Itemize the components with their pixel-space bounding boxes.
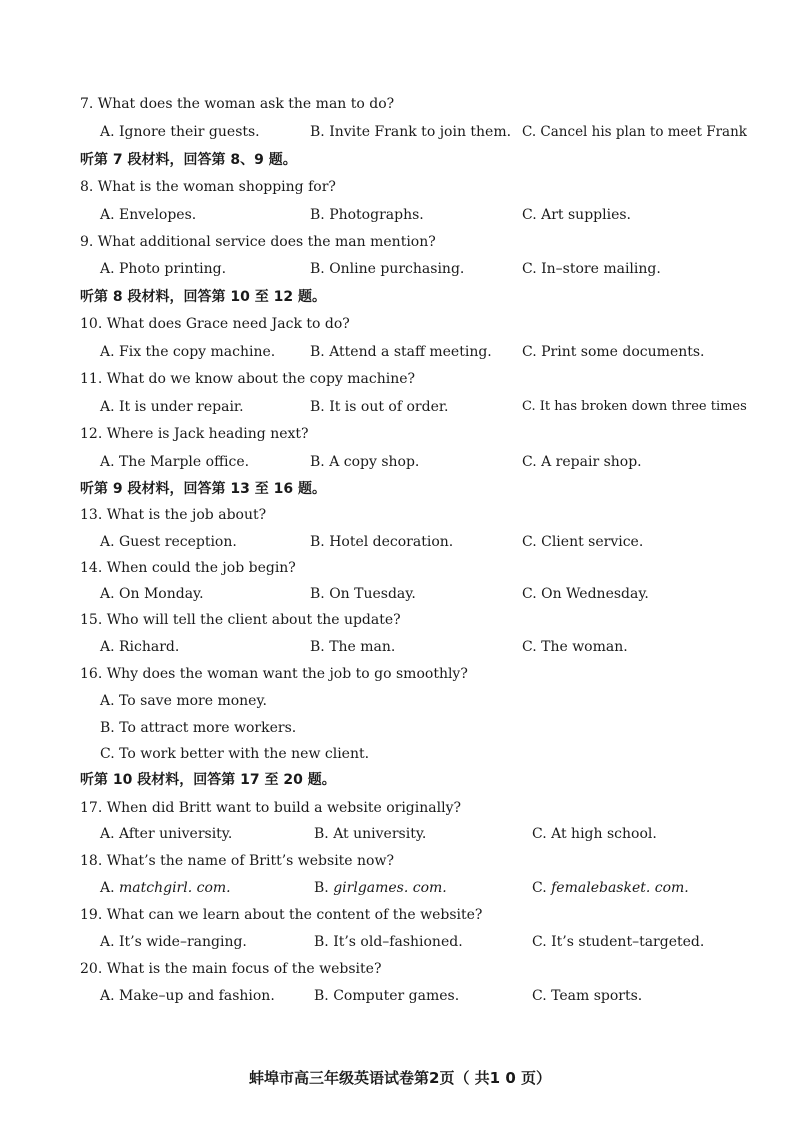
question-16-option-a	[0, 689, 800, 713]
option-c: C. femalebasket. com.	[532, 880, 689, 896]
option-a: A. To save more money.	[100, 693, 267, 709]
option-b: B. Computer games.	[314, 988, 460, 1004]
section-heading-10: 听第 10 段材料，回答第 17 至 20 题。	[80, 772, 336, 788]
question-7	[0, 92, 800, 116]
option-a: A. Make–up and fashion.	[100, 988, 275, 1004]
question-stem: 18. What’s the name of Britt’s website now?	[80, 853, 394, 869]
question-stem: 20. What is the main focus of the website?	[80, 961, 382, 977]
option-b: B. It is out of order.	[310, 399, 449, 415]
option-b: B. It’s old–fashioned.	[314, 934, 463, 950]
question-19	[0, 903, 800, 927]
question-8-options	[0, 203, 800, 227]
question-stem: 11. What do we know about the copy machine?	[80, 371, 416, 387]
option-a: A. Envelopes.	[100, 207, 197, 223]
question-18	[0, 849, 800, 873]
question-15-options	[0, 635, 800, 659]
question-stem: 14. When could the job begin?	[80, 560, 296, 576]
option-b: B. On Tuesday.	[310, 586, 416, 602]
question-stem: 12. Where is Jack heading next?	[80, 426, 309, 442]
question-18-options	[0, 876, 800, 900]
question-20-options	[0, 984, 800, 1008]
option-c: C. Client service.	[522, 534, 644, 550]
section-heading-8: 听第 8 段材料，回答第 10 至 12 题。	[80, 289, 326, 305]
question-stem: 13. What is the job about?	[80, 507, 267, 523]
question-stem: 16. Why does the woman want the job to go smoothly?	[80, 666, 468, 682]
option-b: B. The man.	[310, 639, 396, 655]
option-b: B. Photographs.	[310, 207, 424, 223]
option-c: C. A repair shop.	[522, 454, 642, 470]
question-stem: 9. What additional service does the man mention?	[80, 234, 436, 250]
question-20	[0, 957, 800, 981]
option-a: A. Fix the copy machine.	[100, 344, 276, 360]
section-heading-9: 听第 9 段材料，回答第 13 至 16 题。	[80, 481, 326, 497]
option-a: A. matchgirl. com.	[100, 880, 231, 896]
option-a: A. On Monday.	[100, 586, 204, 602]
option-a: A. It’s wide–ranging.	[100, 934, 247, 950]
page-footer: 蚌埠市高三年级英语试卷第2页（ 共1 0 页）	[249, 1069, 551, 1087]
option-c: C. At high school.	[532, 826, 657, 842]
option-c: C. It’s student–targeted.	[532, 934, 705, 950]
option-b: B. To attract more workers.	[100, 720, 297, 736]
question-10-options	[0, 340, 800, 364]
option-c: C. Print some documents.	[522, 344, 705, 360]
option-b: B. Online purchasing.	[310, 261, 465, 277]
question-11-options	[0, 395, 800, 419]
option-a: A. The Marple office.	[100, 454, 250, 470]
option-b: B. Hotel decoration.	[310, 534, 454, 550]
option-a: A. It is under repair.	[100, 399, 244, 415]
question-9-options	[0, 257, 800, 281]
option-c: C. It has broken down three times	[522, 399, 747, 414]
question-15	[0, 608, 800, 632]
option-b: B. At university.	[314, 826, 427, 842]
question-7-options	[0, 120, 800, 144]
option-a: A. Richard.	[100, 639, 180, 655]
question-stem: 19. What can we learn about the content of the website?	[80, 907, 483, 923]
question-13-options	[0, 530, 800, 554]
option-c: C. To work better with the new client.	[100, 746, 370, 762]
option-b: B. Invite Frank to join them.	[310, 124, 512, 140]
question-13	[0, 503, 800, 527]
question-14	[0, 556, 800, 580]
option-c: C. On Wednesday.	[522, 586, 649, 602]
option-b: B. A copy shop.	[310, 454, 420, 470]
question-12	[0, 422, 800, 446]
question-stem: 17. When did Britt want to build a website originally?	[80, 800, 461, 816]
question-11	[0, 367, 800, 391]
question-stem: 8. What is the woman shopping for?	[80, 179, 336, 195]
option-a: A. Photo printing.	[100, 261, 227, 277]
question-9	[0, 230, 800, 254]
question-17-options	[0, 822, 800, 846]
section-heading-7: 听第 7 段材料，回答第 8、9 题。	[80, 152, 297, 168]
option-b: B. girlgames. com.	[314, 880, 447, 896]
question-19-options	[0, 930, 800, 954]
question-stem: 7. What does the woman ask the man to do?	[80, 96, 395, 112]
question-16	[0, 662, 800, 686]
question-12-options	[0, 450, 800, 474]
question-16-option-c	[0, 742, 800, 766]
question-8	[0, 175, 800, 199]
option-b: B. Attend a staff meeting.	[310, 344, 492, 360]
option-c: C. Art supplies.	[522, 207, 631, 223]
question-17	[0, 796, 800, 820]
question-stem: 10. What does Grace need Jack to do?	[80, 316, 350, 332]
option-a: A. Guest reception.	[100, 534, 237, 550]
option-a: A. After university.	[100, 826, 233, 842]
question-14-options	[0, 582, 800, 606]
option-a: A. Ignore their guests.	[100, 124, 260, 140]
option-c: C. Team sports.	[532, 988, 643, 1004]
question-16-option-b	[0, 716, 800, 740]
question-10	[0, 312, 800, 336]
option-c: C. The woman.	[522, 639, 628, 655]
option-c: C. In–store mailing.	[522, 261, 661, 277]
option-c: C. Cancel his plan to meet Frank	[522, 124, 747, 140]
question-stem: 15. Who will tell the client about the update?	[80, 612, 401, 628]
